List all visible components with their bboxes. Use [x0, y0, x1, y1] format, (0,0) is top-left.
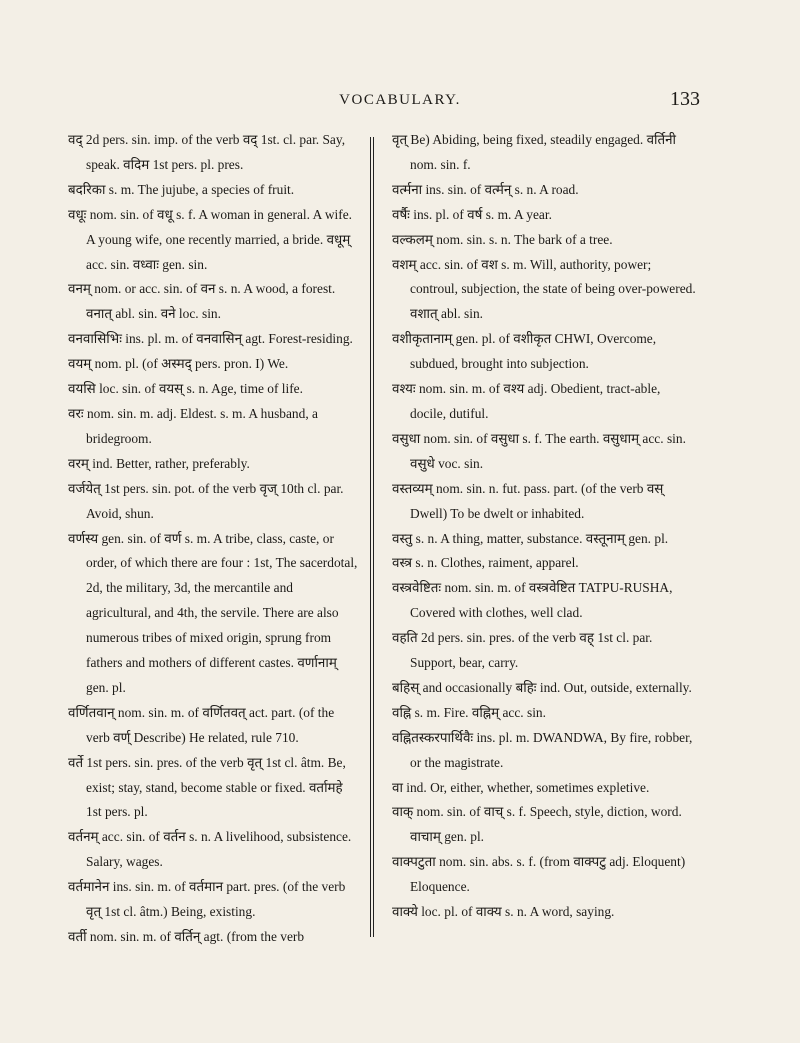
- entry: वल्कलम् nom. sin. s. n. The bark of a tree.: [392, 231, 613, 247]
- page-number: 133: [670, 88, 700, 110]
- entry: वस्तव्यम् nom. sin. n. fut. pass. part. (of the verb वस् Dwell) To be dwelt or inhabited.: [392, 480, 664, 521]
- entry: वरः nom. sin. m. adj. Eldest. s. m. A husband, a bridegroom.: [68, 405, 318, 446]
- entry: वह्नि s. m. Fire. वह्निम् acc. sin.: [392, 704, 546, 720]
- entry: वर्णस्य gen. sin. of वर्ण s. m. A tribe, class, caste, or order, of which there are four : 1st, The sacerdotal, 2d, the military, 3d, the mercantile and agricultural, and 4th, the servile. There are also numerous tribes of mixed origin, sprung from fathers and mothers of different castes. वर्णानाम् gen. pl.: [68, 530, 358, 695]
- entry: वस्त्र s. n. Clothes, raiment, apparel.: [392, 555, 579, 571]
- entry: वशम् acc. sin. of वश s. m. Will, authority, power; controul, subjection, the state of being over-powered. वशात् abl. sin.: [392, 256, 696, 322]
- entry: वश्यः nom. sin. m. of वश्य adj. Obedient, tract-able, docile, dutiful.: [392, 381, 661, 421]
- entry: वर्जयेत् 1st pers. sin. pot. of the verb वृज् 10th cl. par. Avoid, shun.: [68, 480, 344, 521]
- page-title: VOCABULARY.: [339, 92, 461, 108]
- entry: वाक् nom. sin. of वाच् s. f. Speech, style, diction, word. वाचाम् gen. pl.: [392, 804, 682, 845]
- right-column: [392, 128, 697, 925]
- entry: वर्ते 1st pers. sin. pres. of the verb वृत् 1st cl. âtm. Be, exist; stay, stand, become stable or fixed. वर्तामहे 1st pers. pl.: [68, 754, 346, 820]
- entry: वनम् nom. or acc. sin. of वन s. n. A wood, a forest. वनात् abl. sin. वने loc. sin.: [68, 281, 336, 322]
- column-divider: [370, 137, 371, 937]
- entry: वर्णितवान् nom. sin. m. of वर्णितवत् act. part. (of the verb वर्ण् Describe) He related, rule 710.: [68, 704, 335, 745]
- entry: वसुधा nom. sin. of वसुधा s. f. The earth. वसुधाम् acc. sin. वसुधे voc. sin.: [392, 430, 686, 471]
- entry: वशीकृतानाम् gen. pl. of वशीकृत CHWI, Overcome, subdued, brought into subjection.: [392, 331, 657, 372]
- entry: वस्तु s. n. A thing, matter, substance. वस्तूनाम् gen. pl.: [392, 530, 669, 546]
- entry: वरम् ind. Better, rather, preferably.: [68, 455, 250, 471]
- entry: बदरिका s. m. The jujube, a species of fruit.: [68, 181, 295, 197]
- entry: वद् 2d pers. sin. imp. of the verb वद् 1st. cl. par. Say, speak. वदिम 1st pers. pl. pres.: [68, 132, 346, 172]
- entry: वृत् Be) Abiding, being fixed, steadily engaged. वर्तिनी nom. sin. f.: [392, 132, 677, 172]
- entry: वयसि loc. sin. of वयस् s. n. Age, time of life.: [68, 381, 303, 397]
- entry: बहिस् and occasionally बहिः ind. Out, outside, externally.: [392, 679, 692, 695]
- entry: वाक्ये loc. pl. of वाक्य s. n. A word, saying.: [392, 904, 615, 920]
- left-column: [68, 128, 360, 950]
- entry: वर्त्मना ins. sin. of वर्त्मन् s. n. A road.: [392, 181, 579, 197]
- entry: वधूः nom. sin. of वधू s. f. A woman in general. A wife. A young wife, one recently married, a bride. वधूम् acc. sin. वध्वाः gen. sin.: [68, 206, 352, 272]
- entry: वनवासिभिः ins. pl. m. of वनवासिन् agt. Forest-residing.: [68, 331, 353, 347]
- entry: वस्त्रवेष्टितः nom. sin. m. of वस्त्रवेष्टित TATPU-RUSHA, Covered with clothes, well clad.: [392, 580, 673, 621]
- entry: वाक्पटुता nom. sin. abs. s. f. (from वाक्पटु adj. Eloquent) Eloquence.: [392, 854, 686, 895]
- entry: वहति 2d pers. sin. pres. of the verb वह् 1st cl. par. Support, bear, carry.: [392, 630, 653, 671]
- entry: वयम् nom. pl. (of अस्मद् pers. pron. I) We.: [68, 356, 289, 372]
- entry: वह्नितस्करपार्थिवैः ins. pl. m. DWANDWA, By fire, robber, or the magistrate.: [392, 729, 693, 770]
- entry: वर्षैः ins. pl. of वर्ष s. m. A year.: [392, 206, 552, 222]
- entry: वर्तनम् acc. sin. of वर्तन s. n. A livelihood, subsistence. Salary, wages.: [68, 829, 352, 870]
- entry: वर्तमानेन ins. sin. m. of वर्तमान part. pres. (of the verb वृत् 1st cl. âtm.) Being, existing.: [68, 879, 346, 920]
- entry: वर्ती nom. sin. m. of वर्तिन् agt. (from the verb: [68, 929, 305, 944]
- running-head: [0, 88, 800, 122]
- entry: वा ind. Or, either, whether, sometimes expletive.: [392, 779, 650, 795]
- column-divider-inner: [373, 137, 374, 937]
